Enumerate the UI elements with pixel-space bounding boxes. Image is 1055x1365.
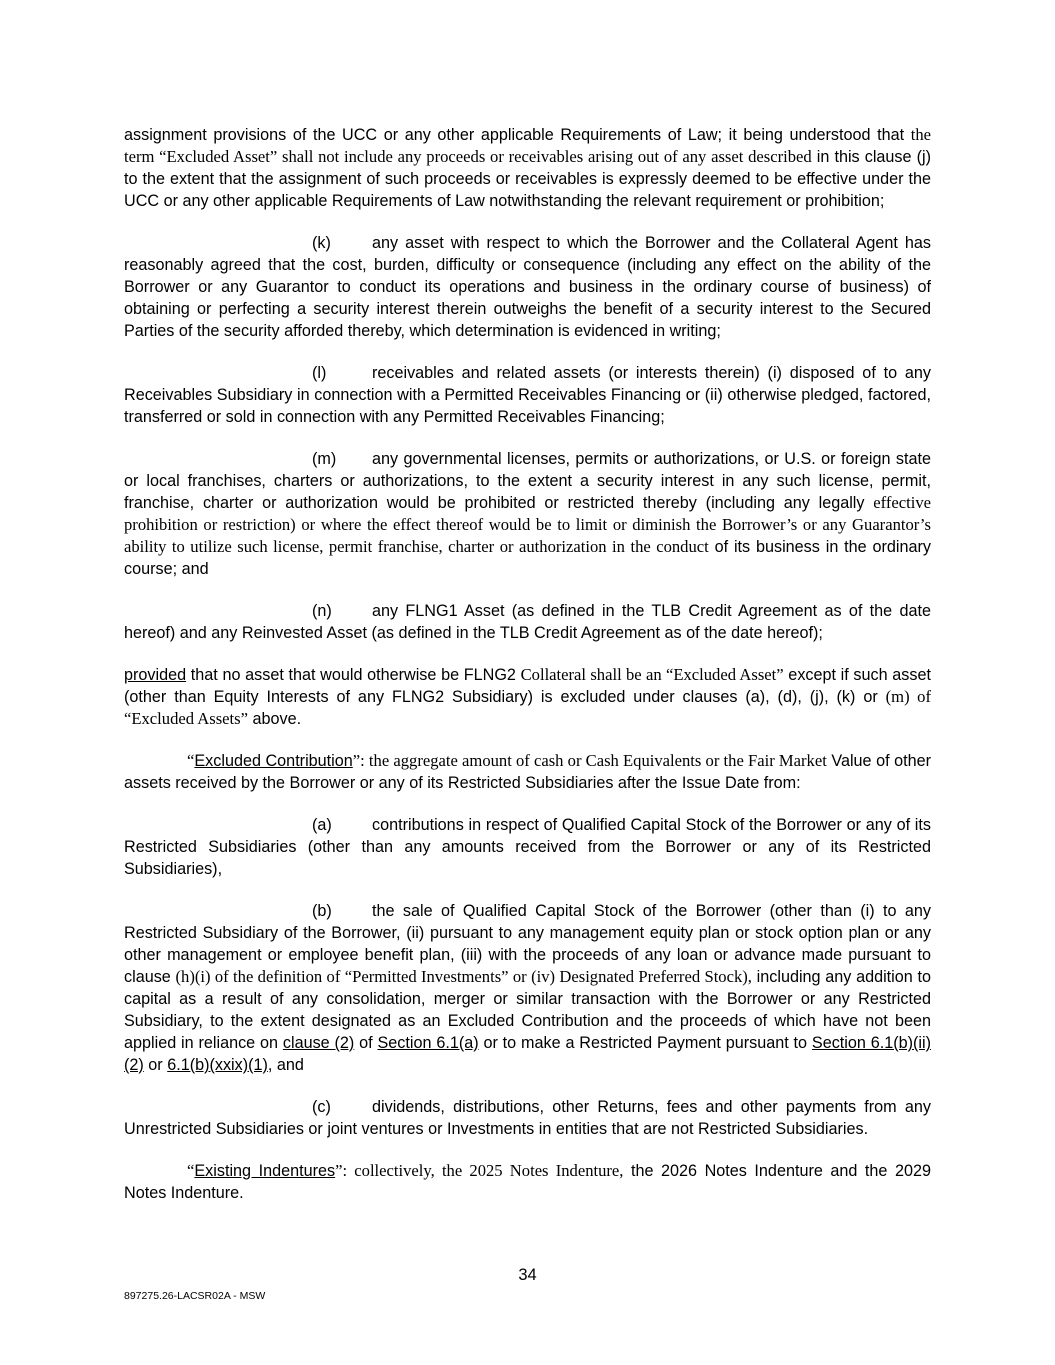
definition-excluded-contribution	[124, 750, 931, 794]
subclause-b	[124, 900, 931, 1076]
clause-text: or to make a Restricted Payment pursuant to	[478, 1034, 812, 1052]
text-run: Value of other assets received by the Borrower or any of its Restricted Subsidiaries after the Issue Date from:	[124, 752, 932, 792]
clause-k	[124, 232, 931, 342]
subclause-c	[124, 1096, 931, 1140]
clause-n	[124, 600, 931, 644]
clause-label: (b)	[312, 902, 332, 920]
clause-label: (k)	[312, 234, 331, 252]
document-body	[124, 124, 931, 1224]
proviso-lead: provided	[124, 666, 187, 684]
clause-label: (l)	[312, 364, 327, 382]
clause-text: dividends, distributions, other Returns, fees and other payments from any Unrestricted Subsidiaries or joint ventures or Investments in entities that are not Restricted Subsidiaries.	[124, 1098, 931, 1138]
text-run: except if such asset (other than Equity Interests of any FLNG2 Subsidiary) is excluded under clauses (a), (d), (j), (k) or	[124, 666, 931, 706]
clause-text: any governmental licenses, permits or authorizations, or U.S. or foreign state or local franchises, charters or authorizations, to the extent a security interest in any such license, permit, franchise, charter or authorization would be prohibited or restricted thereby (including any legally	[124, 450, 931, 512]
text-run: that no asset that would otherwise be FLNG2	[186, 666, 521, 684]
clause-text: receivables and related assets (or interests therein) (i) disposed of to any Receivables Subsidiary in connection with a Permitted Receivables Financing or (ii) otherwise pledged, factored, transferred or sold in connection with any Permitted Receivables Financing;	[124, 364, 931, 426]
clause-label: (c)	[312, 1098, 331, 1116]
text-run: above.	[247, 710, 302, 728]
clause-label: (m)	[312, 450, 337, 468]
clause-m	[124, 448, 931, 580]
clause-label: (a)	[312, 816, 332, 834]
defined-term: Existing Indentures	[194, 1162, 336, 1180]
cross-reference-link[interactable]: 6.1(b)(xxix)(1)	[167, 1056, 268, 1074]
text-run: ”: the aggregate amount of cash or Cash Equivalents or the Fair Market	[352, 751, 827, 770]
text-run: Collateral shall be an “Excluded Asset”	[520, 665, 784, 684]
clause-text: , and	[267, 1056, 304, 1074]
clause-text: of	[354, 1034, 378, 1052]
text-run: the 2026 Notes Indenture and the 2029 Notes Indenture.	[124, 1162, 931, 1202]
cross-reference-link[interactable]: Section 6.1(b)(ii)(2)	[124, 1034, 931, 1074]
subclause-a	[124, 814, 931, 880]
clause-l	[124, 362, 931, 428]
text-run: in this clause (j) to the extent that the assignment of such proceeds or receivables is expressly deemed to be effective under the UCC or any other applicable Requirements of Law notwithstanding the relevant requirement or prohibition;	[124, 148, 932, 210]
document-id: 897275.26-LACSR02A - MSW	[124, 1290, 266, 1302]
clause-text: or	[143, 1056, 168, 1074]
proviso-paragraph	[124, 664, 931, 730]
text-run: the term “Excluded Asset” shall not include any proceeds or receivables arising out of any asset described	[124, 125, 931, 166]
text-run: ”: collectively, the 2025 Notes Indenture,	[335, 1161, 624, 1180]
text-run: assignment provisions of the UCC or any other applicable Requirements of Law; it being understood that	[124, 126, 911, 144]
clause-text: effective prohibition or restriction) or where the effect thereof would be to limit or diminish the Borrower’s or any Guarantor’s ability to utilize such license, permit franchise, charter or authorization in the conduct	[124, 493, 931, 556]
quote-mark: “	[187, 751, 195, 770]
text-run: (m) of “Excluded Assets”	[124, 687, 931, 728]
clause-text: including any addition to capital as a result of any consolidation, merger or similar transaction with the Borrower or any Restricted Subsidiary, to the extent designated as an Excluded Contribution and the proceeds of which have not been applied in reliance on	[124, 968, 931, 1052]
paragraph-intro	[124, 124, 931, 212]
cross-reference-link[interactable]: clause (2)	[282, 1034, 355, 1052]
clause-text: any FLNG1 Asset (as defined in the TLB Credit Agreement as of the date hereof) and any Reinvested Asset (as defined in the TLB Credit Agreement as of the date hereof);	[124, 602, 931, 642]
clause-text: of its business in the ordinary course; and	[124, 538, 931, 578]
clause-label: (n)	[312, 602, 332, 620]
clause-text: (h)(i) of the definition of “Permitted Investments” or (iv) Designated Preferred Stock),	[175, 967, 752, 986]
defined-term: Excluded Contribution	[194, 752, 353, 770]
definition-existing-indentures	[124, 1160, 931, 1204]
quote-mark: “	[187, 1161, 195, 1180]
clause-text: contributions in respect of Qualified Capital Stock of the Borrower or any of its Restricted Subsidiaries (other than any amounts received from the Borrower or any of its Restricted Subsidiaries),	[124, 816, 931, 878]
clause-text: the sale of Qualified Capital Stock of the Borrower (other than (i) to any Restricted Subsidiary of the Borrower, (ii) pursuant to any management equity plan or stock option plan or any other management or employee benefit plan, (iii) with the proceeds of any loan or advance made pursuant to clause	[124, 902, 931, 986]
cross-reference-link[interactable]: Section 6.1(a)	[377, 1034, 479, 1052]
page-number: 34	[518, 1266, 537, 1284]
clause-text: any asset with respect to which the Borrower and the Collateral Agent has reasonably agreed that the cost, burden, difficulty or consequence (including any effect on the ability of the Borrower or any Guarantor to conduct its operations and business in the ordinary course of business) of obtaining or perfecting a security interest therein outweighs the benefit of a security interest to the Secured Parties of the security afforded thereby, which determination is evidenced in writing;	[124, 234, 931, 340]
